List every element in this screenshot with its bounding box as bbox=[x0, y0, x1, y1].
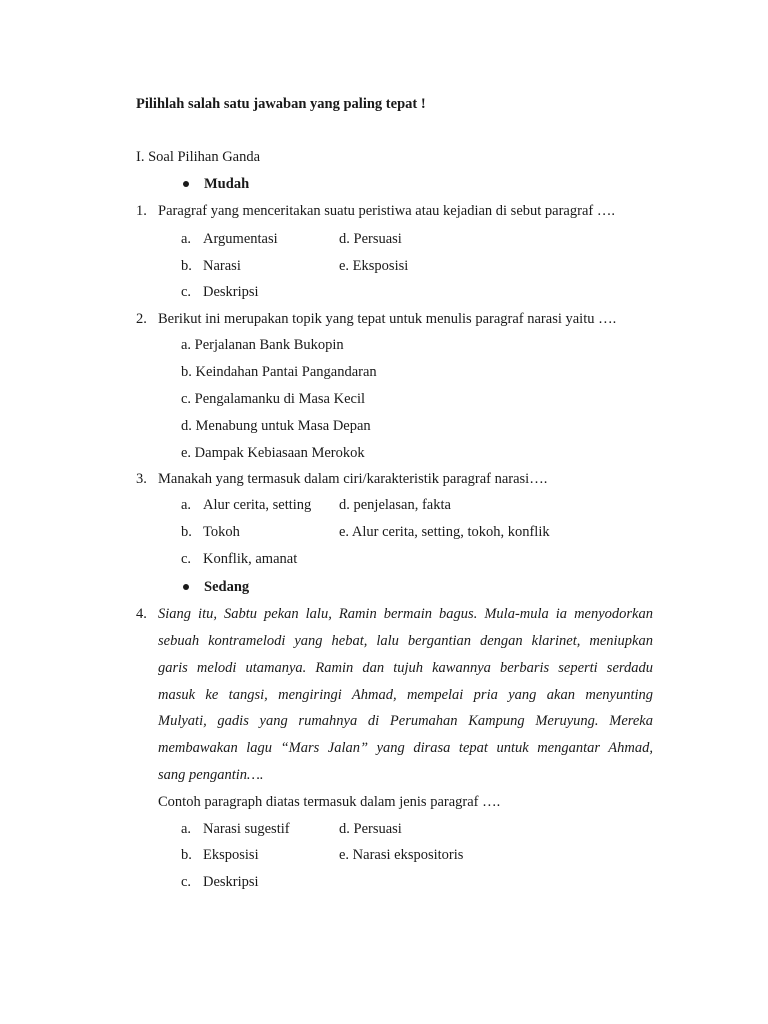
q3-option-a-letter: a. bbox=[181, 497, 192, 513]
q3-option-c: Konflik, amanat bbox=[203, 551, 298, 567]
q4-option-e: e. Narasi ekspositoris bbox=[339, 847, 464, 863]
q2-option-e: e. Dampak Kebiasaan Merokok bbox=[181, 445, 365, 461]
q2-option-b: b. Keindahan Pantai Pangandaran bbox=[181, 364, 377, 380]
passage-line: garis melodi utamanya. Ramin dan tujuh kawannya berbaris seperti serdadu bbox=[158, 660, 653, 676]
q2-option-c: c. Pengalamanku di Masa Kecil bbox=[181, 391, 366, 407]
bullet-icon bbox=[183, 181, 189, 187]
q1-option-c-letter: c. bbox=[181, 284, 192, 300]
passage-line: Siang itu, Sabtu pekan lalu, Ramin bermain bagus. Mula-mula ia menyodorkan bbox=[158, 606, 653, 622]
q1-option-c: Deskripsi bbox=[203, 284, 259, 300]
passage-line: Mulyati, gadis yang rumahnya di Perumahan Kampung Meruyung. Mereka bbox=[158, 713, 653, 729]
question-4-text: Contoh paragraph diatas termasuk dalam jenis paragraf …. bbox=[158, 794, 501, 810]
q1-option-b: Narasi bbox=[203, 258, 241, 274]
q3-option-b: Tokoh bbox=[203, 524, 240, 540]
q1-option-a: Argumentasi bbox=[203, 231, 278, 247]
section-title: I. Soal Pilihan Ganda bbox=[136, 149, 261, 165]
question-1-number: 1. bbox=[136, 203, 147, 219]
q1-option-e: e. Eksposisi bbox=[339, 258, 409, 274]
passage-line: sebuah kontramelodi yang hebat, lalu bergantian dengan klarinet, meniupkan bbox=[158, 633, 653, 649]
q1-option-b-letter: b. bbox=[181, 258, 192, 274]
q2-option-d: d. Menabung untuk Masa Depan bbox=[181, 418, 371, 434]
passage-line: masuk ke tangsi, mengiringi Ahmad, mempelai pria yang akan menyunting bbox=[158, 687, 653, 703]
q4-option-c-letter: c. bbox=[181, 874, 192, 890]
q3-option-e: e. Alur cerita, setting, tokoh, konflik bbox=[339, 524, 550, 540]
instruction: Pilihlah salah satu jawaban yang paling tepat ! bbox=[136, 96, 426, 112]
q3-option-d: d. penjelasan, fakta bbox=[339, 497, 451, 513]
q3-option-b-letter: b. bbox=[181, 524, 192, 540]
q4-option-c: Deskripsi bbox=[203, 874, 259, 890]
q3-option-c-letter: c. bbox=[181, 551, 192, 567]
q3-option-a: Alur cerita, setting bbox=[203, 497, 312, 513]
question-2-number: 2. bbox=[136, 311, 147, 327]
q4-option-b: Eksposisi bbox=[203, 847, 259, 863]
question-2-text: Berikut ini merupakan topik yang tepat untuk menulis paragraf narasi yaitu …. bbox=[158, 311, 617, 327]
question-4-number: 4. bbox=[136, 606, 147, 622]
q4-option-b-letter: b. bbox=[181, 847, 192, 863]
passage-line: membawakan lagu “Mars Jalan” yang dirasa tepat untuk mengantar Ahmad, bbox=[158, 740, 653, 756]
q2-option-a: a. Perjalanan Bank Bukopin bbox=[181, 337, 344, 353]
q1-option-d: d. Persuasi bbox=[339, 231, 402, 247]
q4-option-d: d. Persuasi bbox=[339, 821, 402, 837]
passage-line: sang pengantin…. bbox=[158, 767, 264, 783]
question-3-text: Manakah yang termasuk dalam ciri/karakteristik paragraf narasi…. bbox=[158, 471, 548, 487]
q4-option-a-letter: a. bbox=[181, 821, 192, 837]
question-3-number: 3. bbox=[136, 471, 147, 487]
q4-option-a: Narasi sugestif bbox=[203, 821, 290, 837]
question-1-text: Paragraf yang menceritakan suatu peristiwa atau kejadian di sebut paragraf …. bbox=[158, 203, 615, 219]
q1-option-a-letter: a. bbox=[181, 231, 192, 247]
bullet-icon bbox=[183, 584, 189, 590]
level-easy: Mudah bbox=[204, 176, 250, 192]
level-medium: Sedang bbox=[204, 579, 250, 595]
